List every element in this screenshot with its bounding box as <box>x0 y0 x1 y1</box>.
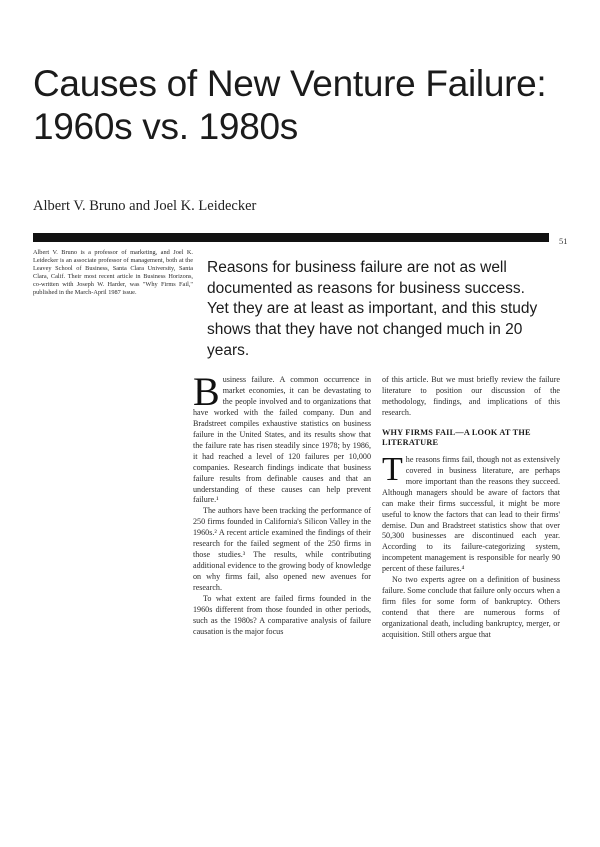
intro-paragraph <box>193 369 371 506</box>
section-drop-cap: T <box>382 450 403 488</box>
body-paragraph-2: The authors have been tracking the performance of 250 firms founded in California's Silicon Valley in the 1960s.² A recent article examined the findings of their research for the failed segment of the 250 firms in those studies.³ The results, while contributing additional evidence to the growing body of knowledge on why firms fail, also opened new avenues for research. <box>193 506 371 593</box>
section-heading: WHY FIRMS FAIL—A LOOK AT THE LITERATURE <box>382 427 531 448</box>
body-column-right <box>382 375 560 641</box>
intro-paragraph-text: usiness failure. A common occurrence in market economies, it can be devastating to the people involved and to organizations that have worked with the failed company. Dun and Bradstreet compiles exhaustive statistics on business failure in the United States, and its results show that the failure rate has risen steadily since 1978; by 1986, it had reached a level of 120 failures per 10,000 companies. Research findings indicate that business failure results from definable causes and that an understanding of these causes can help prevent failure.¹ <box>193 375 371 505</box>
author-bio: Albert V. Bruno is a professor of marketing, and Joel K. Leidecker is an associate professor of management, both at the Leavey School of Business, Santa Clara University, Santa Clara, Calif. Their most recent article in Business Horizons, co-written with Joseph W. Harder, was "Why Firms Fail," published in the March-April 1987 issue. <box>33 249 193 297</box>
article-title-line-2: 1960s vs. 1980s <box>33 106 298 147</box>
body-paragraph-5 <box>382 450 560 575</box>
header-rule <box>33 233 549 242</box>
article-authors: Albert V. Bruno and Joel K. Leidecker <box>33 198 257 214</box>
intro-drop-cap: B <box>193 369 220 414</box>
page-number: 51 <box>559 236 568 246</box>
article-title-line-1: Causes of New Venture Failure: <box>33 63 547 104</box>
body-paragraph-6: No two experts agree on a definition of business failure. Some conclude that failure only occurs when a firm files for some form of bankruptcy. Others contend that there are numerous forms of organizational death, including bankruptcy, merger, or acquisition. Still others argue that <box>382 575 560 640</box>
body-paragraph-3: To what extent are failed firms founded in the 1960s different from those founded in other periods, such as the 1980s? A comparative analysis of failure causation is the major focus <box>193 594 371 636</box>
article-title <box>33 62 593 148</box>
article-abstract: Reasons for business failure are not as well documented as reasons for business success. Yet they are at least as important, and this study shows that they have not changed much in 20 years. <box>207 259 538 359</box>
body-paragraph-4: of this article. But we must briefly review the failure literature to position our discussion of the methodology, findings, and implications of this research. <box>382 375 560 417</box>
body-paragraph-5-text: he reasons firms fail, though not as extensively covered in business literature, are perhaps more important than the reasons they succeed. Although managers should be aware of factors that can make their firms successful, it might be more useful to know the factors that can lead to their firms' demise. Dun and Bradstreet statistics show that over 50,300 businesses are discontinued each year. According to its failure-categorizing system, incompetent management is responsible for nearly 90 percent of these failures.⁴ <box>382 454 560 574</box>
body-column-left <box>193 369 371 638</box>
